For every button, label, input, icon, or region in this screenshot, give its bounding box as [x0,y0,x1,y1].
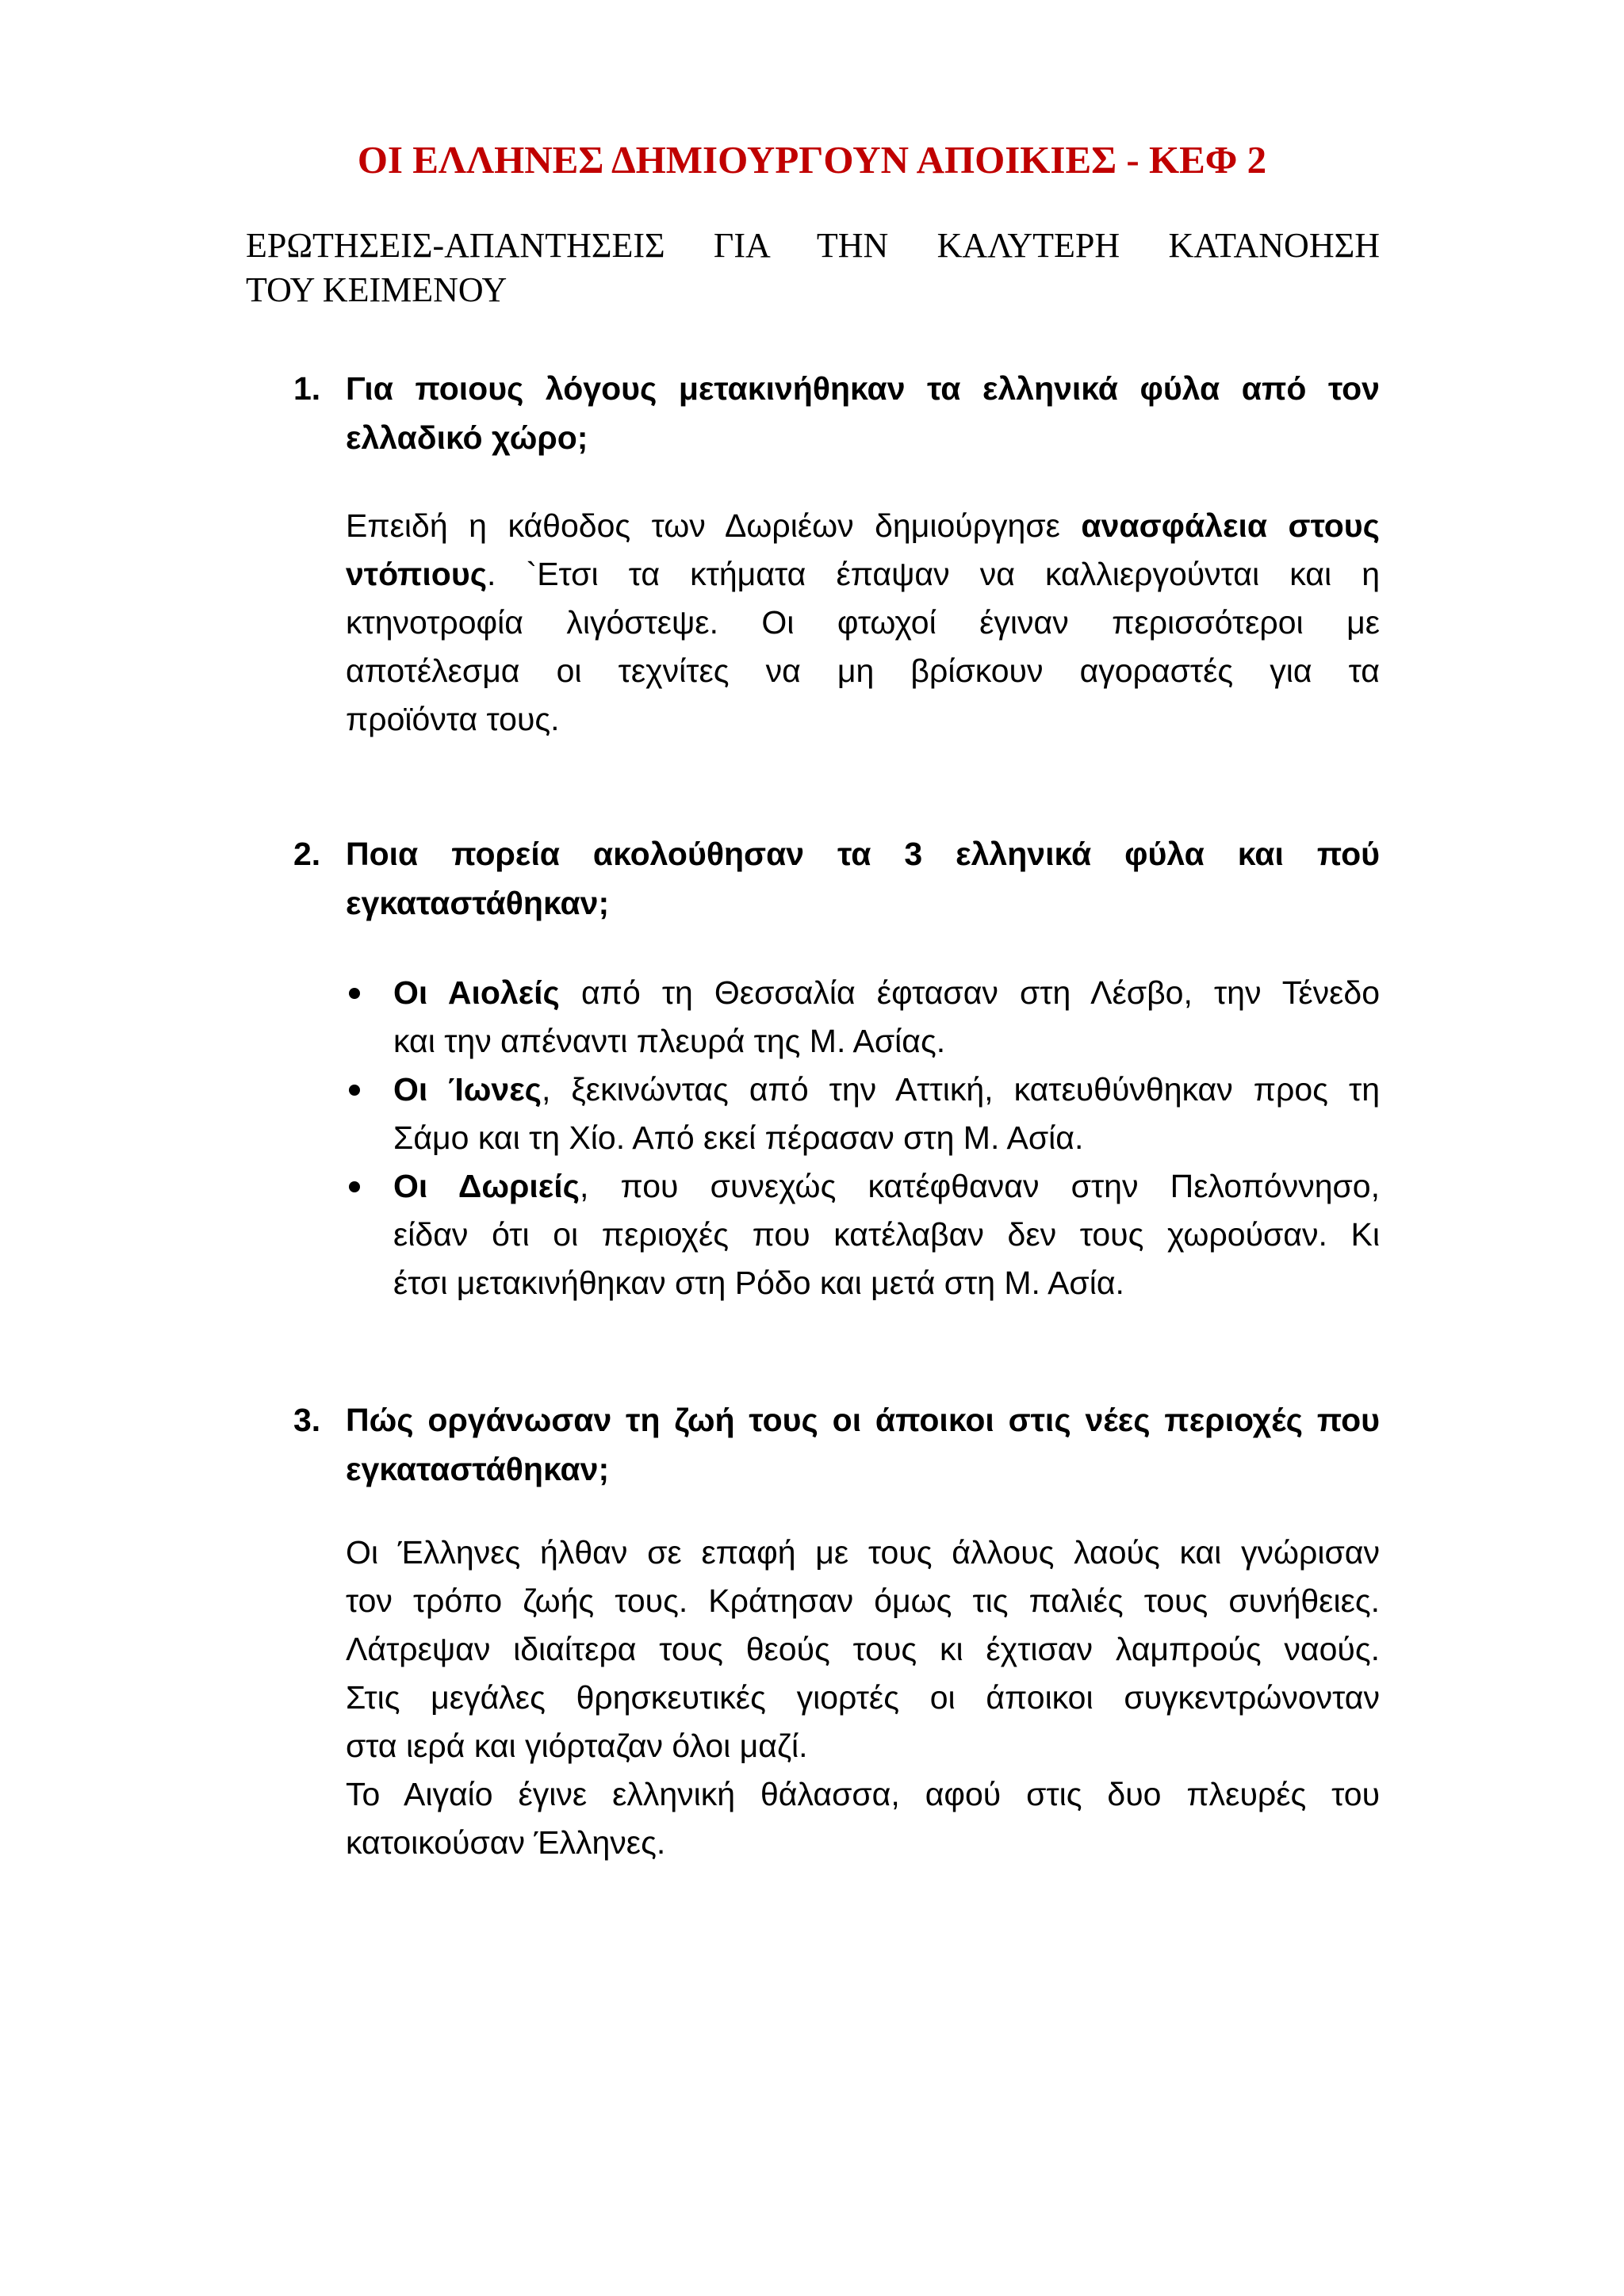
question-3 [293,1395,1380,1494]
answer-line: στα ιερά και γιόρταζαν όλοι μαζί. [346,1728,808,1764]
subtitle-line: ΤΟΥ ΚΕΙΜΕΝΟΥ [246,270,508,309]
list-item-line [393,1066,1380,1114]
answer-line: Λάτρεψαν ιδιαίτερα τους θεούς τους κι έχτισαν λαμπρούς ναούς. [346,1631,1380,1667]
list-item-line: και την απέναντι πλευρά της Μ. Ασίας. [393,1023,946,1059]
answer-line: Στις μεγάλες θρησκευτικές γιορτές οι άποικοι συγκεντρώνονταν [346,1679,1380,1716]
list-item-text: , που συνεχώς κατέφθαναν στην Πελοπόννησο, [579,1168,1380,1204]
answer-line: αποτέλεσμα οι τεχνίτες να μη βρίσκουν αγοραστές για τα [346,652,1380,689]
question-line: εγκαταστάθηκαν; [346,1451,610,1487]
answer-line: κατοικούσαν Έλληνες. [346,1824,666,1861]
list-item-line: Σάμο και τη Χίο. Από εκεί πέρασαν στη Μ. Ασία. [393,1119,1084,1156]
question-number: 1. [293,370,321,407]
answer-line: κτηνοτροφία λιγόστεψε. Οι φτωχοί έγιναν περισσότεροι με [346,604,1380,641]
document-title: ΟΙ ΕΛΛΗΝΕΣ ΔΗΜΙΟΥΡΓΟΥΝ ΑΠΟΙΚΙΕΣ - ΚΕΦ 2 [357,138,1267,182]
answer-line [346,550,1380,599]
question-text [346,829,1380,928]
list-item [346,1162,1380,1307]
answer-line: προϊόντα τους. [346,701,560,737]
list-item-line [393,1162,1380,1211]
question-line: ελλαδικό χώρο; [346,419,588,456]
answer-text: . `Ετσι τα κτήματα έπαψαν να καλλιεργούνται και η [487,556,1380,592]
list-item-line: έτσι μετακινήθηκαν στη Ρόδο και μετά στη Μ. Ασία. [393,1265,1124,1301]
answer-line: Οι Έλληνες ήλθαν σε επαφή με τους άλλους λαούς και γνώρισαν [346,1534,1380,1571]
question-line: Για ποιους λόγους μετακινήθηκαν τα ελληνικά φύλα από τον [346,370,1380,407]
answer-bold-text: ανασφάλεια στους [1081,507,1380,544]
bullet-icon [349,1085,360,1096]
answer-text: Επειδή η κάθοδος των Δωριέων δημιούργησε [346,507,1082,544]
question-line: Πώς οργάνωσαν τη ζωή τους οι άποικοι στις νέες περιοχές που [346,1402,1380,1438]
document-subtitle [246,224,1380,312]
list-item [346,1066,1380,1162]
answer-line: Το Αιγαίο έγινε ελληνική θάλασσα, αφού στις δυο πλευρές του [346,1776,1380,1812]
question-text [346,1395,1380,1494]
question-line: Ποια πορεία ακολούθησαν τα 3 ελληνικά φύλα και πού [346,836,1380,872]
answer-bold-text: ντόπιους [346,556,488,592]
bullet-icon [349,988,360,999]
list-item-bold-text: Οι Δωριείς [393,1168,580,1204]
question-line: εγκαταστάθηκαν; [346,885,610,921]
list-item-line: είδαν ότι οι περιοχές που κατέλαβαν δεν τους χωρούσαν. Κι [393,1216,1380,1253]
list-item-text: από τη Θεσσαλία έφτασαν στη Λέσβο, την Τένεδο [559,974,1381,1011]
answer-3 [346,1529,1380,1867]
question-2 [293,829,1380,928]
question-1 [293,364,1380,462]
answer-line: τον τρόπο ζωής τους. Κράτησαν όμως τις παλιές τους συνήθειες. [346,1582,1380,1619]
list-item-bold-text: Οι Αιολείς [393,974,560,1011]
list-item-line [393,969,1380,1017]
answer-1 [346,502,1380,744]
list-item-bold-text: Οι Ίωνες [393,1071,542,1108]
question-number: 2. [293,836,321,872]
answer-line [346,502,1380,550]
subtitle-line: ΕΡΩΤΗΣΕΙΣ-ΑΠΑΝΤΗΣΕΙΣ ΓΙΑ ΤΗΝ ΚΑΛΥΤΕΡΗ ΚΑΤΑΝΟΗΣΗ [246,226,1380,265]
bullet-icon [349,1181,360,1192]
question-text [346,364,1380,462]
question-number: 3. [293,1402,321,1438]
list-item-text: , ξεκινώντας από την Αττική, κατευθύνθηκαν προς τη [541,1071,1380,1108]
list-item [346,969,1380,1066]
tribes-list [346,969,1380,1307]
